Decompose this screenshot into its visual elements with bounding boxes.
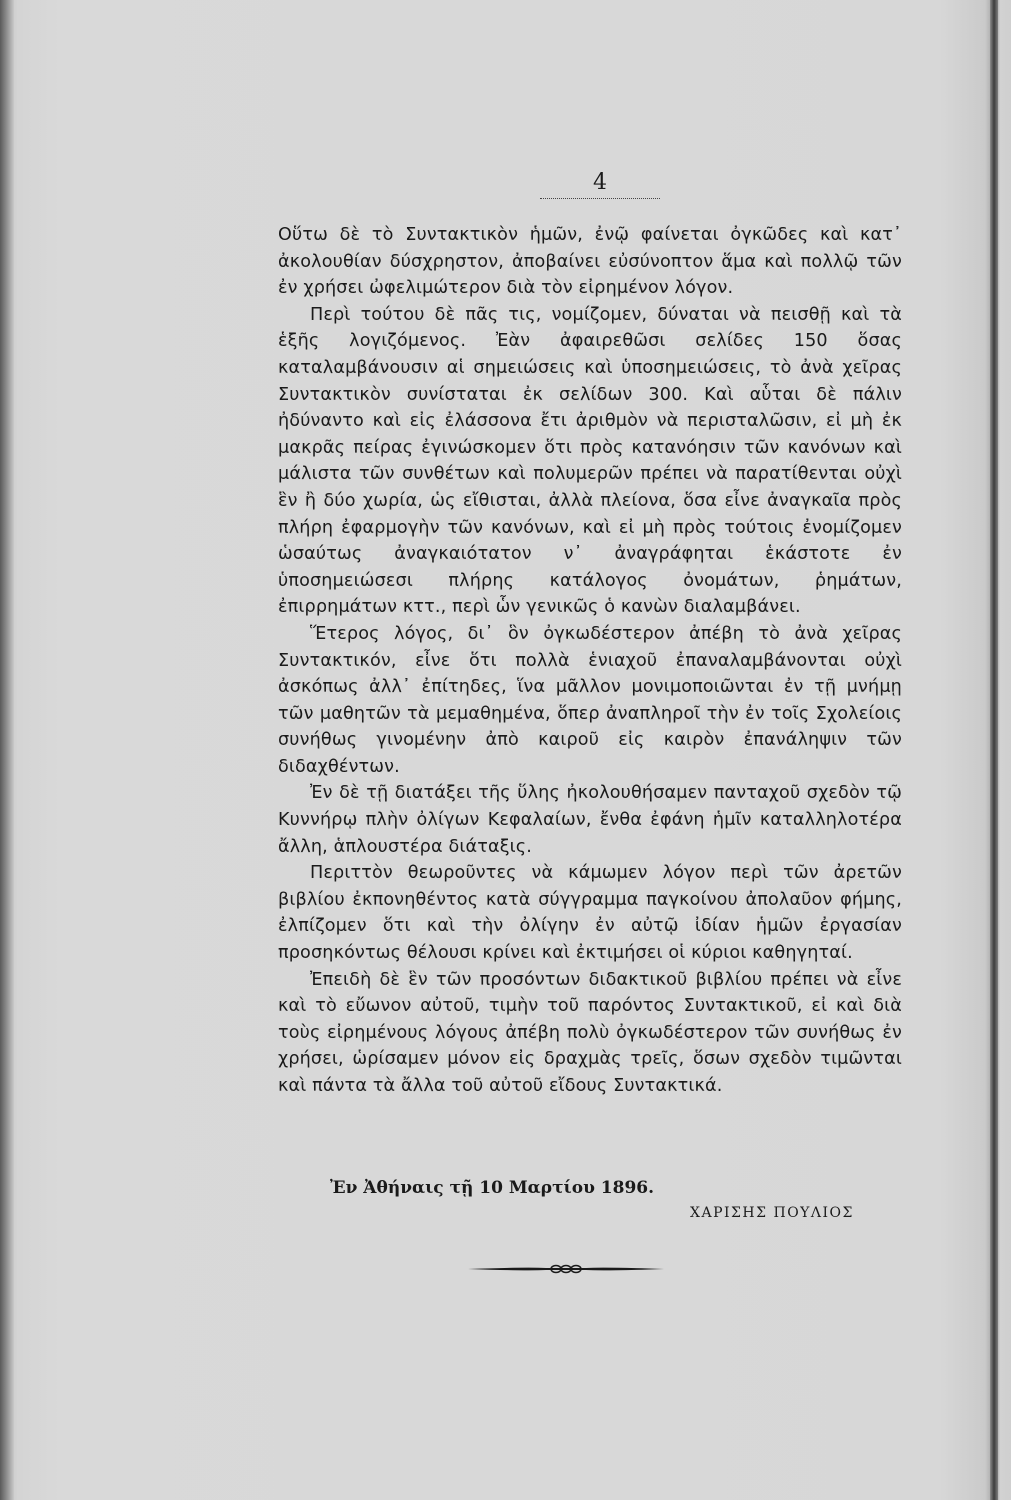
page-number-rule: [540, 198, 660, 199]
paragraph-4: Ἐν δὲ τῇ διατάξει τῆς ὕλης ἠκολουθήσαμεν πανταχοῦ σχεδὸν τῷ Κυννήρῳ πλὴν ὀλίγων Κεφαλαίων, ἔνθα ἐφάνη ἡμῖν καταλληλοτέρα ἄλλη, ἁπλουστέρα διάταξις.: [278, 783, 902, 857]
page-edge-right: [990, 0, 998, 1500]
paragraph-1: Οὕτω δὲ τὸ Συντακτικὸν ἡμῶν, ἐνῷ φαίνεται ὀγκῶδες καὶ κατ᾽ ἀκολουθίαν δύσχρηστον, ἀποβαίνει εὐσύνοπτον ἅμα καὶ πολλῷ τῶν ἐν χρήσει ὠφελιμώτερον διὰ τὸν εἰρημένον λόγον.: [278, 225, 902, 299]
dateline: Ἐν Ἀθήναις τῇ 10 Μαρτίου 1896.: [330, 1178, 655, 1198]
paragraph-2: Περὶ τούτου δὲ πᾶς τις, νομίζομεν, δύναται νὰ πεισθῇ καὶ τὰ ἑξῆς λογιζόμενος. Ἐὰν ἀφαιρεθῶσι σελίδες 150 ὅσας καταλαμβάνουσιν αἱ σημειώσεις καὶ ὑποσημειώσεις, τὸ ἀνὰ χεῖρας Συντακτικὸν συνίσταται ἐκ σελίδων 300. Καὶ αὗται δὲ πάλιν ἠδύναντο καὶ εἰς ἐλάσσονα ἔτι ἀριθμὸν νὰ περισταλῶσιν, εἰ μὴ ἐκ μακρᾶς πείρας ἐγινώσκομεν ὅτι πρὸς κατανόησιν τῶν κανόνων καὶ μάλιστα τῶν συνθέτων καὶ πολυμερῶν πρέπει νὰ παρατίθενται οὐχὶ ἓν ἢ δύο χωρία, ὡς εἴθισται, ἀλλὰ πλείονα, ὅσα εἶνε ἀναγκαῖα πρὸς πλήρη ἐφαρμογὴν τῶν κανόνων, καὶ εἰ μὴ πρὸς τούτοις ἐνομίζομεν ὡσαύτως ἀναγκαιότατον ν᾽ ἀναγράφηται ἑκάστοτε ἐν ὑποσημειώσεσι πλήρης κατάλογος ὀνομάτων, ῥημάτων, ἐπιρρημάτων κττ., περὶ ὧν γενικῶς ὁ κανὼν διαλαμβάνει.: [278, 304, 902, 618]
paragraph-6: Ἐπειδὴ δὲ ἓν τῶν προσόντων διδακτικοῦ βιβλίου πρέπει νὰ εἶνε καὶ τὸ εὔωνον αὐτοῦ, τιμὴν τοῦ παρόντος Συντακτικοῦ, εἰ καὶ διὰ τοὺς εἰρημένους λόγους ἀπέβη πολὺ ὀγκωδέστερον τῶν συνήθως ἐν χρήσει, ὡρίσαμεν μόνον εἰς δραχμὰς τρεῖς, ὅσων σχεδὸν τιμῶνται καὶ πάντα τὰ ἄλλα τοῦ αὐτοῦ εἴδους Συντακτικά.: [278, 969, 902, 1096]
body-text: [278, 222, 902, 1100]
page-number: 4: [593, 170, 607, 195]
author-signature: ΧΑΡΙΣΗΣ ΠΟΥΛΙΟΣ: [690, 1205, 854, 1221]
binding-shadow-left: [0, 0, 14, 1500]
ornament-divider: [466, 1262, 666, 1276]
paragraph-3: Ἕτερος λόγος, δι᾽ ὃν ὀγκωδέστερον ἀπέβη τὸ ἀνὰ χεῖρας Συντακτικόν, εἶνε ὅτι πολλὰ ἑνιαχοῦ ἐπαναλαμβάνονται οὐχὶ ἀσκόπως ἀλλ᾽ ἐπίτηδες, ἵνα μᾶλλον μονιμοποιῶνται ἐν τῇ μνήμῃ τῶν μαθητῶν τὰ μεμαθημένα, ὅπερ ἀναπληροῖ τὴν ἐν τοῖς Σχολείοις συνήθως γινομένην ἀπὸ καιροῦ εἰς καιρὸν ἐπανάληψιν τῶν διδαχθέντων.: [278, 623, 902, 777]
paragraph-5: Περιττὸν θεωροῦντες νὰ κάμωμεν λόγον περὶ τῶν ἀρετῶν βιβλίου ἐκπονηθέντος κατὰ σύγγραμμα παγκοίνου ἀπολαῦον φήμης, ἐλπίζομεν ὅτι καὶ τὴν ὀλίγην ἐν αὐτῷ ἰδίαν ἡμῶν ἐργασίαν προσηκόντως θέλουσι κρίνει καὶ ἐκτιμήσει οἱ κύριοι καθηγηταί.: [278, 863, 902, 964]
